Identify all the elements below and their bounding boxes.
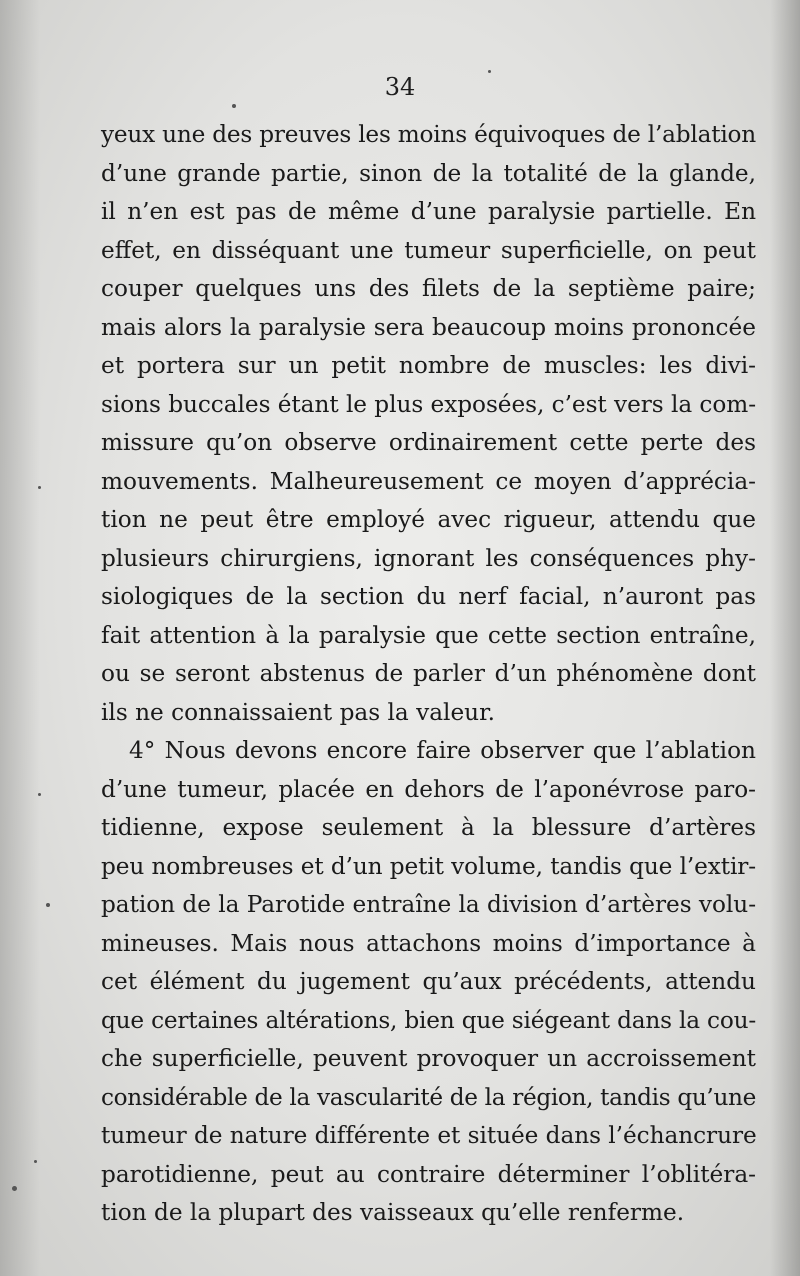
- text-line: sions buccales étant le plus exposées, c’est vers la com-: [101, 390, 756, 418]
- text-line: mais alors la paralysie sera beaucoup moins prononcée: [101, 313, 756, 341]
- text-line: ou se seront abstenus de parler d’un phénomène dont: [101, 660, 756, 687]
- text-line: ils ne connaissaient pas la valeur.: [101, 698, 496, 726]
- text-line: considérable de la vascularité de la région, tandis qu’une: [101, 1083, 756, 1111]
- text-line: que certaines altérations, bien que siégeant dans la cou-: [101, 1006, 756, 1034]
- text-line: couper quelques uns des filets de la septième paire;: [101, 275, 756, 302]
- text-line: tion ne peut être employé avec rigueur, attendu que: [101, 506, 756, 533]
- text-line: peu nombreuses et d’un petit volume, tandis que l’extir-: [101, 852, 756, 880]
- text-line: pation de la Parotide entraîne la division d’artères volu-: [101, 891, 756, 918]
- page-edge-shadow-left: [0, 0, 40, 1276]
- text-line: mouvements. Malheureusement ce moyen d’apprécia-: [101, 467, 756, 495]
- paragraph-first-line: 4° Nous devons encore faire observer que l’ablation: [129, 737, 756, 764]
- ink-speck: [46, 903, 50, 907]
- text-line: cet élément du jugement qu’aux précédents, attendu: [101, 968, 756, 995]
- text-line: tumeur de nature différente et située dans l’échancrure: [101, 1122, 757, 1149]
- ink-speck: [232, 104, 236, 108]
- body-text: [101, 116, 756, 1233]
- text-line: missure qu’on observe ordinairement cette perte des: [101, 429, 756, 456]
- text-line: d’une tumeur, placée en dehors de l’aponévrose paro-: [101, 775, 756, 803]
- text-line: effet, en disséquant une tumeur superficielle, on peut: [101, 236, 756, 264]
- page-edge-shadow-right: [770, 0, 800, 1276]
- page-number: 34: [384, 73, 416, 101]
- text-line: mineuses. Mais nous attachons moins d’importance à: [101, 929, 756, 957]
- text-line: d’une grande partie, sinon de la totalité de la glande,: [101, 159, 756, 187]
- text-line: il n’en est pas de même d’une paralysie partielle. En: [101, 198, 756, 225]
- text-line: tidienne, expose seulement à la blessure d’artères: [101, 814, 756, 841]
- text-line: tion de la plupart des vaisseaux qu’elle renferme.: [101, 1199, 685, 1226]
- text-line: et portera sur un petit nombre de muscles: les divi-: [101, 352, 756, 379]
- ink-speck: [38, 793, 41, 796]
- ink-speck: [12, 1186, 17, 1191]
- text-line: siologiques de la section du nerf facial, n’auront pas: [101, 583, 756, 610]
- ink-speck: [34, 1160, 37, 1163]
- text-line: yeux une des preuves les moins équivoques de l’ablation: [101, 121, 756, 148]
- text-line: parotidienne, peut au contraire déterminer l’oblitéra-: [101, 1160, 756, 1188]
- text-line: che superficielle, peuvent provoquer un accroissement: [101, 1045, 756, 1072]
- text-line: plusieurs chirurgiens, ignorant les conséquences phy-: [101, 544, 756, 572]
- text-line: fait attention à la paralysie que cette section entraîne,: [101, 621, 756, 649]
- ink-speck: [38, 486, 41, 489]
